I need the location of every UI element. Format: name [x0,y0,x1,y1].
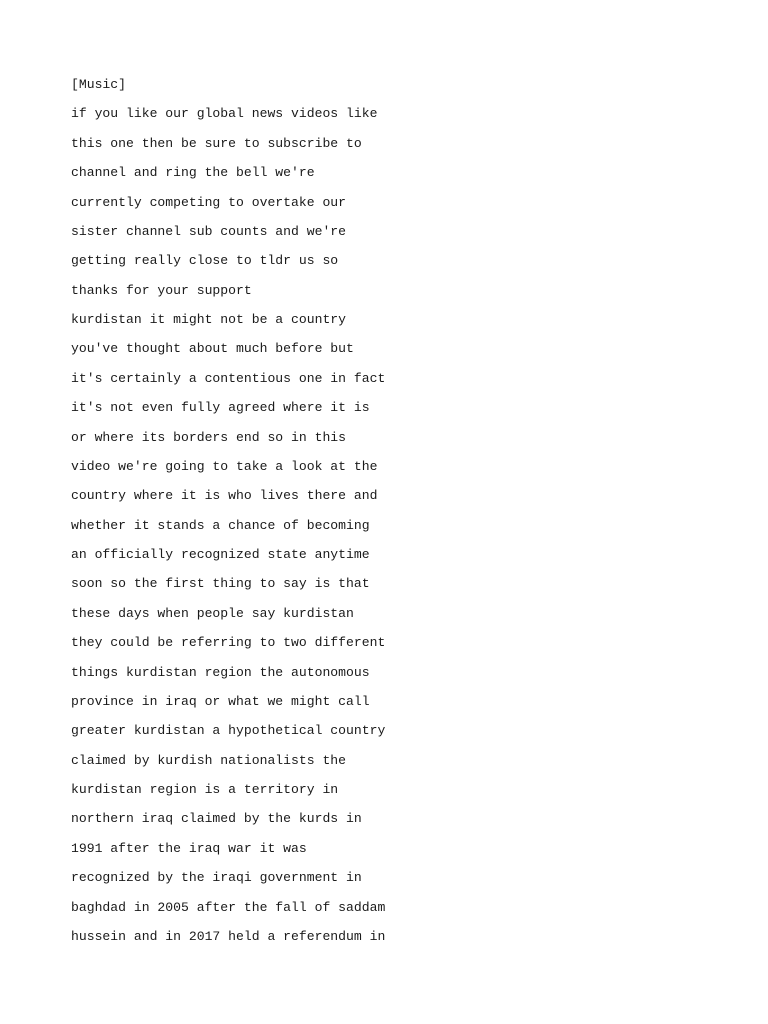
transcript-line: getting really close to tldr us so [71,253,339,269]
transcript-line: greater kurdistan a hypothetical country [71,723,386,739]
transcript-line: if you like our global news videos like [71,106,378,122]
transcript-line: country where it is who lives there and [71,488,378,504]
transcript-line: this one then be sure to subscribe to [71,135,362,151]
transcript-line: sister channel sub counts and we're [71,223,347,239]
transcript-line: 1991 after the iraq war it was [71,840,307,856]
transcript-line: currently competing to overtake our [71,194,347,210]
transcript-line: recognized by the iraqi government in [71,870,362,886]
transcript-line: hussein and in 2017 held a referendum in [71,928,386,944]
transcript-line: kurdistan region is a territory in [71,782,339,797]
transcript-line: it's not even fully agreed where it is [71,400,370,416]
transcript-line: thanks for your support [71,282,252,298]
transcript-line: northern iraq claimed by the kurds in [71,811,362,827]
transcript-line: claimed by kurdish nationalists the [71,752,347,768]
transcript-line: whether it stands a chance of becoming [71,517,370,533]
transcript-line: an officially recognized state anytime [71,547,370,562]
transcript-line: things kurdistan region the autonomous [71,664,370,680]
transcript-line: these days when people say kurdistan [71,605,354,621]
transcript-line: soon so the first thing to say is that [71,576,370,592]
transcript-line: channel and ring the bell we're [71,165,315,181]
transcript-line: baghdad in 2005 after the fall of saddam [71,899,386,915]
transcript-line: province in iraq or what we might call [71,693,370,709]
transcript-line: or where its borders end so in this [71,429,347,445]
transcript-line: they could be referring to two different [71,635,386,651]
transcript-page [71,70,711,951]
transcript-line: video we're going to take a look at the [71,458,378,474]
transcript-line: [Music] [71,77,127,92]
transcript-line: kurdistan it might not be a country [71,312,347,327]
transcript-line: it's certainly a contentious one in fact [71,370,386,386]
transcript-line: you've thought about much before but [71,341,354,357]
